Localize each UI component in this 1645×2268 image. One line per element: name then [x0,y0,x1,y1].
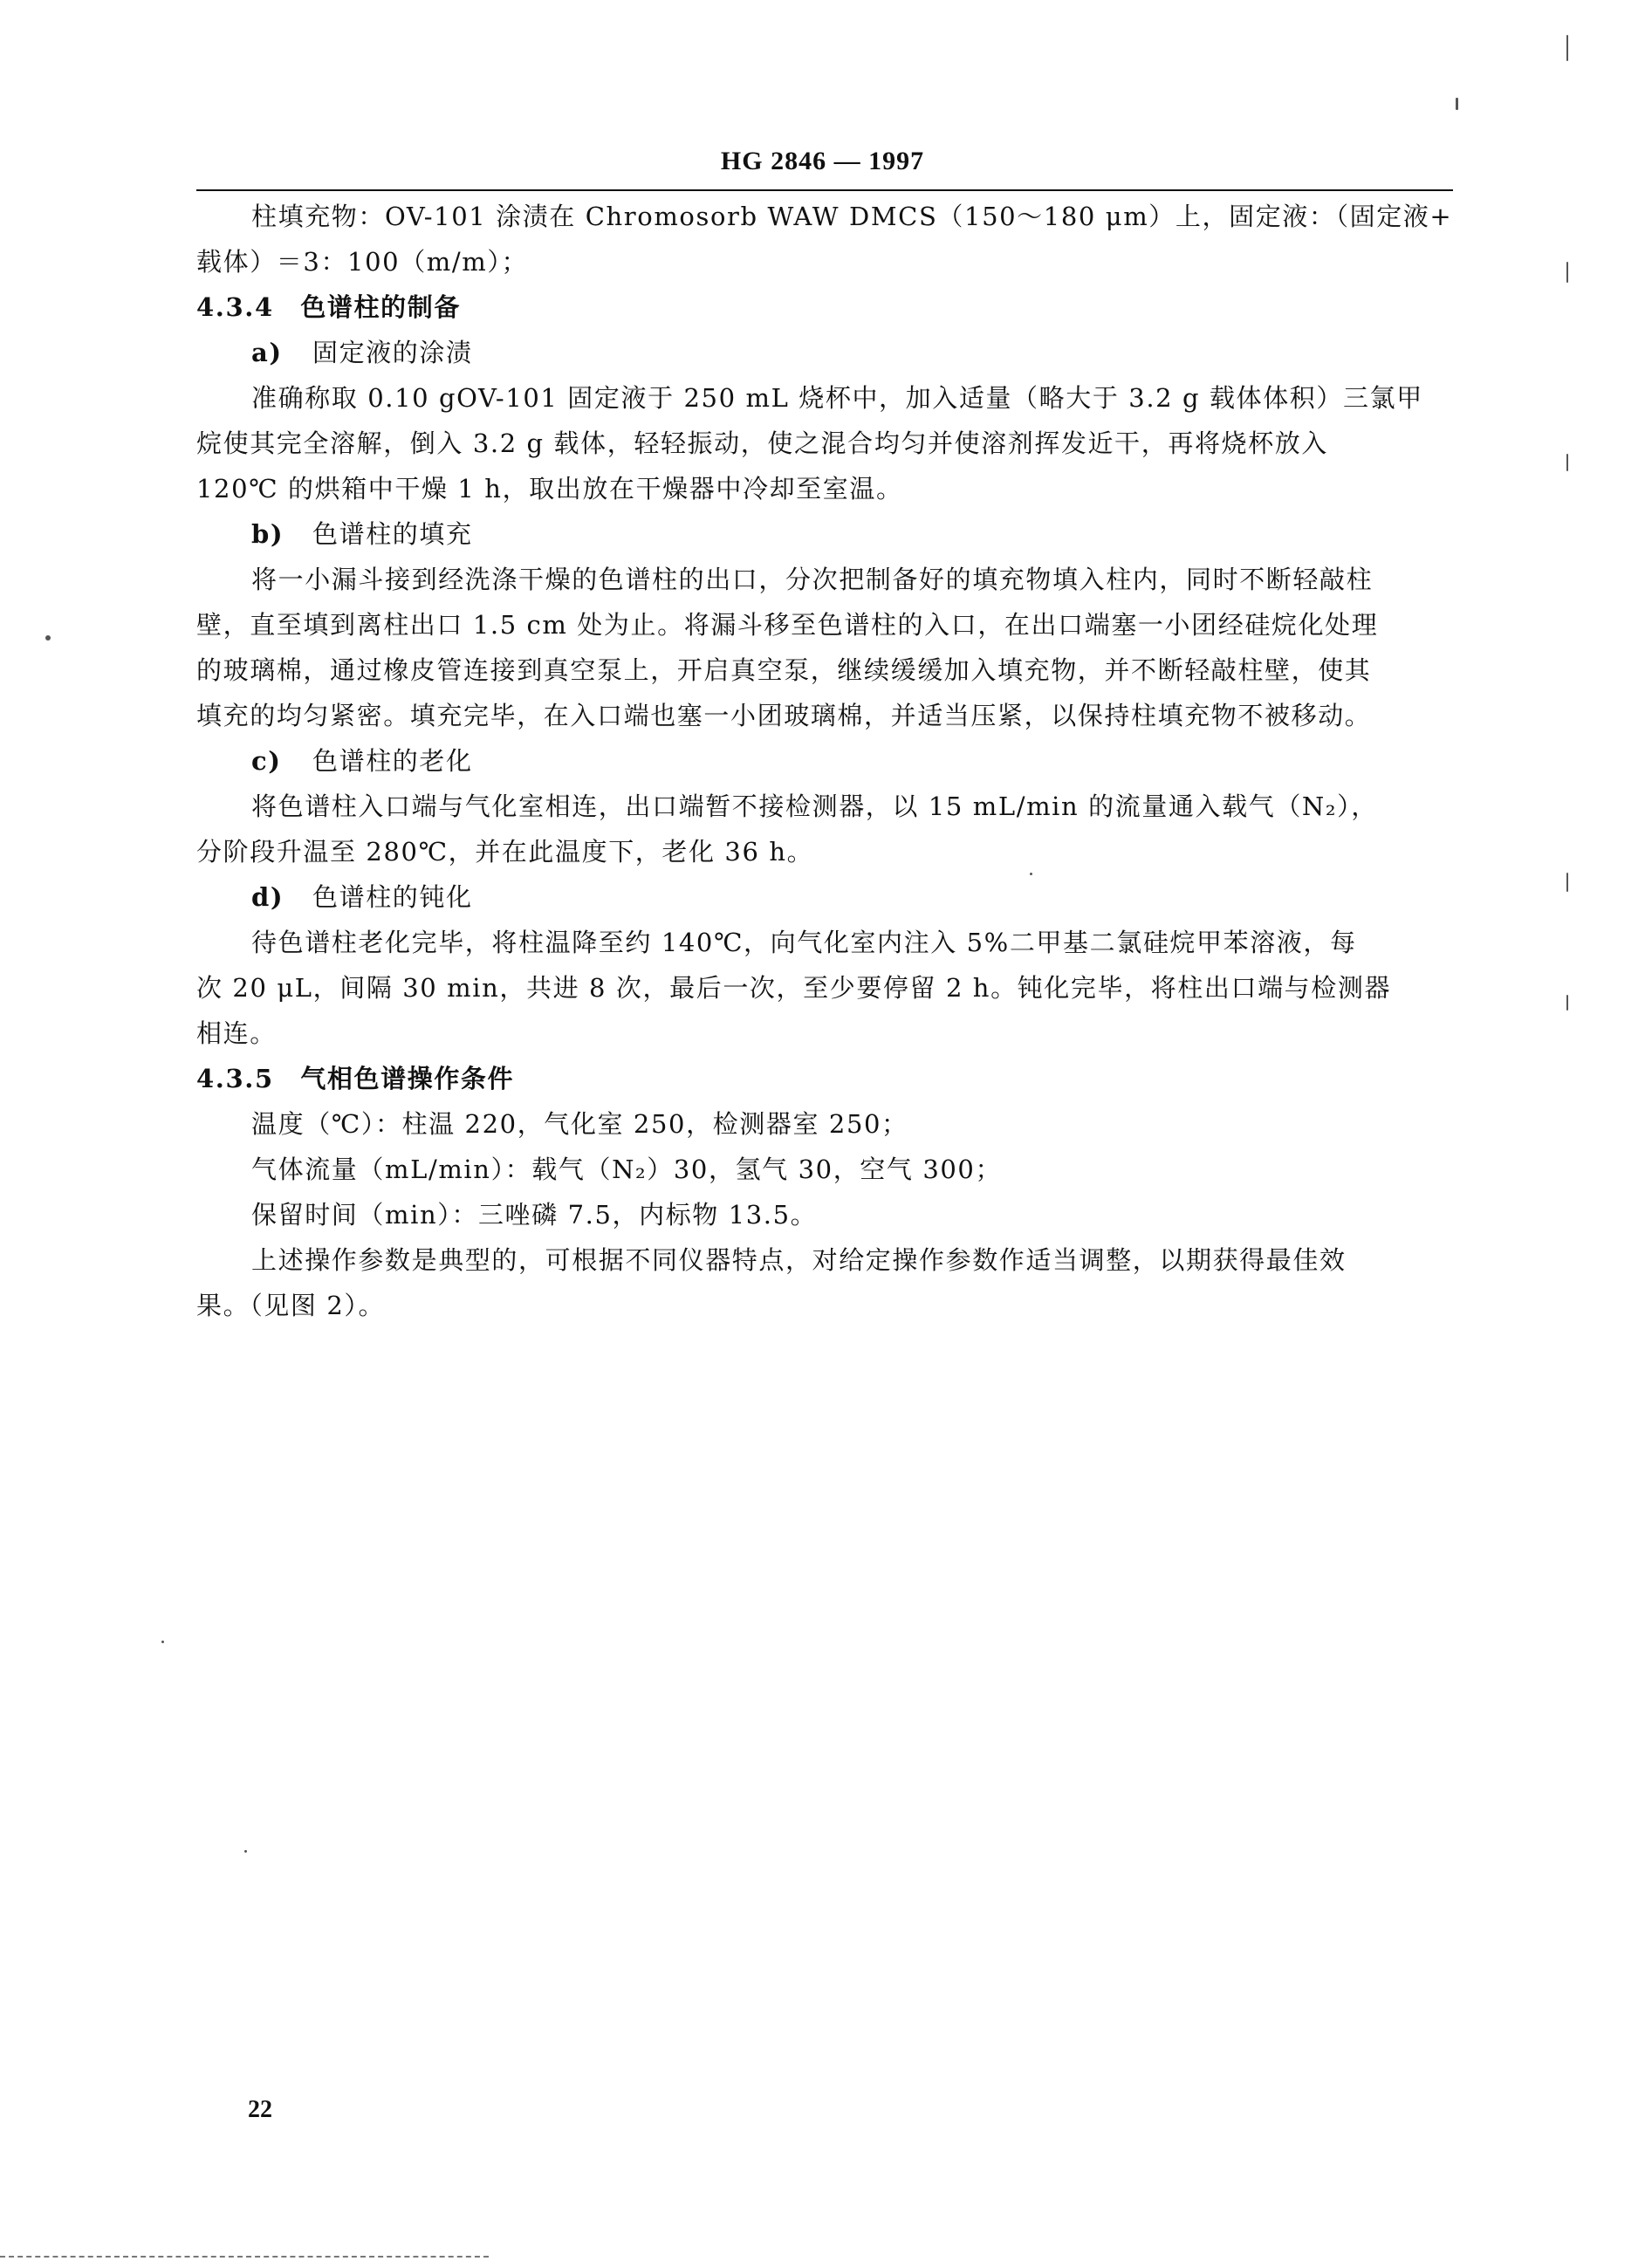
text-line [196,874,1453,920]
text-line: 相连。 [196,1018,277,1048]
scan-speck [161,1641,164,1643]
text-line: 分阶段升温至 280℃，并在此温度下，老化 36 h。 [196,837,814,867]
scan-speck [1456,98,1458,110]
text-line: 烷使其完全溶解，倒入 3.2 g 载体，轻轻振动，使之混合均匀并使溶剂挥发近干，再将烧杯放入 [196,428,1328,458]
text-line: 柱填充物：OV-101 涂渍在 Chromosorb WAW DMCS（150～180 μm）上，固定液：（固定液+ [251,202,1453,231]
text-line: 温度（℃）：柱温 220，气化室 250，检测器室 250； [251,1109,908,1139]
scan-edge-dashes [0,2256,489,2258]
scan-speck [1566,454,1568,471]
page-number: 22 [248,2096,272,2123]
scan-speck [1566,873,1568,892]
text-line: 4.3.5 气相色谱操作条件 [196,1064,515,1093]
text-line: 将色谱柱入口端与气化室相连，出口端暂不接检测器，以 15 mL/min 的流量通入载气（N₂）， [251,791,1378,821]
item-title: 色谱柱的填充 [312,519,473,549]
item-title: 色谱柱的钝化 [312,882,473,912]
item-label: d) [251,882,284,912]
text-line: 的玻璃棉，通过橡皮管连接到真空泵上，开启真空泵，继续缓缓加入填充物，并不断轻敲柱壁，使其 [196,655,1372,685]
text-line: 填充的均匀紧密。填充完毕，在入口端也塞一小团玻璃棉，并适当压紧，以保持柱填充物不被移动。 [196,701,1372,730]
text-line [196,330,1453,375]
text-line: 果。（见图 2）。 [196,1291,386,1320]
text-line: 次 20 μL，间隔 30 min，共进 8 次，最后一次，至少要停留 2 h。钝化完毕，将柱出口端与检测器 [196,973,1392,1003]
text-line: 4.3.4 色谱柱的制备 [196,292,461,322]
text-line: 保留时间（min）：三唑磷 7.5，内标物 13.5。 [251,1200,818,1230]
item-title: 固定液的涂渍 [312,338,473,367]
text-line: 准确称取 0.10 gOV-101 固定液于 250 mL 烧杯中，加入适量（略大于 3.2 g 载体体积）三氯甲 [251,383,1423,413]
text-line: 载体）＝3：100（m/m）； [196,247,529,277]
text-line: 120℃ 的烘箱中干燥 1 h，取出放在干燥器中冷却至室温。 [196,474,903,504]
text-line [196,738,1453,784]
scan-speck [45,635,51,641]
text-line: 将一小漏斗接到经洗涤干燥的色谱柱的出口，分次把制备好的填充物填入柱内，同时不断轻敲柱 [251,565,1374,594]
item-title: 色谱柱的老化 [312,746,473,776]
text-line [196,511,1453,557]
scan-speck [1566,995,1568,1011]
item-label: a) [251,338,283,367]
scan-speck [1030,873,1032,875]
text-line: 待色谱柱老化完毕，将柱温降至约 140℃，向气化室内注入 5%二甲基二氯硅烷甲苯溶液，每 [251,928,1357,957]
header-rule [196,189,1453,191]
item-label: b) [251,519,284,549]
scan-speck [244,1850,247,1853]
text-line: 上述操作参数是典型的，可根据不同仪器特点，对给定操作参数作适当调整，以期获得最佳效 [251,1245,1347,1275]
item-label: c) [251,746,282,776]
scan-speck [1566,35,1568,61]
scan-speck [1566,262,1568,283]
text-line: 气体流量（mL/min）：载气（N₂）30，氢气 30，空气 300； [251,1155,1003,1184]
standard-code-header: HG 2846 — 1997 [720,147,925,175]
document-body [196,194,1453,1328]
text-line: 壁，直至填到离柱出口 1.5 cm 处为止。将漏斗移至色谱柱的入口，在出口端塞一小团经硅烷化处理 [196,610,1379,640]
